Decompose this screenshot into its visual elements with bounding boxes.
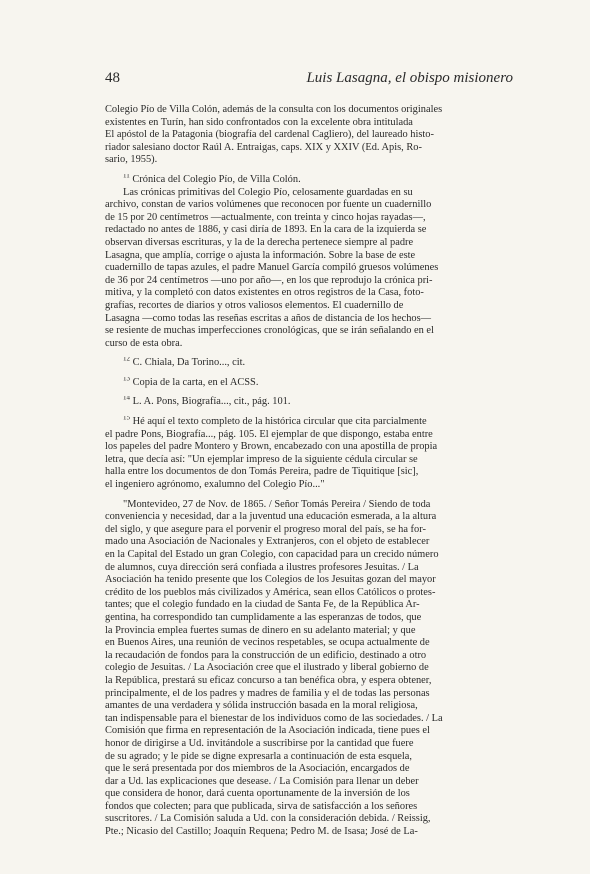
text-line: sario, 1955). <box>105 154 158 166</box>
footnote-12 <box>105 357 518 370</box>
text-line: colegio de Jesuitas. / La Asociación cree que el ilustrado y liberal gobierno de <box>105 662 429 674</box>
text-line: Lasagna —como todas las reseñas escritas a años de distancia de los hechos— <box>105 312 432 324</box>
text-line: honor de dirigirse a Ud. invitándole a suscribirse por la cantidad que fuere <box>105 737 414 749</box>
note-text: C. Chiala, Da Torino..., cit. <box>132 357 246 369</box>
page-number: 48 <box>105 70 120 86</box>
text-line: Lasagna, que amplía, corrige o ajusta la información. Sobre la base de este <box>105 249 416 261</box>
text-line: Asociación ha tenido presente que los Colegios de los Jesuitas gozan del mayor <box>105 574 436 586</box>
text-line: se resiente de muchas imperfecciones cronológicas, que se irán señalando en el <box>105 325 434 337</box>
text-line: letra, que decía así: "Un ejemplar impreso de la siguiente cédula circular se <box>105 453 418 465</box>
text-line: tan indispensable para el bienestar de los individuos como de las sociedades. / La <box>105 712 443 724</box>
text-line <box>105 377 518 390</box>
text-line: crédito de los pueblos más civilizados y América, sean ellos Católicos o protes- <box>105 586 436 598</box>
text-line: la recaudación de fondos para la construcción de un edificio, destinado a otro <box>105 649 427 661</box>
text-line: El apóstol de la Patagonia (biografía del cardenal Cagliero), del laureado histo- <box>105 129 434 141</box>
text-line: en la Capital del Estado un gran Colegio, con capacidad para un crecido número <box>105 549 439 560</box>
text-line: fondos que colecten; para que publicada, sirva de satisfacción a los señores <box>105 800 418 812</box>
footnote-14 <box>105 396 518 409</box>
footnote-11 <box>105 174 518 350</box>
text-line: archivo, constan de varios volúmenes que reconocen por fuente un cuadernillo <box>105 199 432 211</box>
text-line: Las crónicas primitivas del Colegio Pío, celosamente guardadas en su <box>123 186 413 198</box>
text-line: riador salesiano doctor Raúl A. Entraigas, caps. XIX y XXIV (Ed. Apis, Ro- <box>105 141 422 153</box>
note-text: Hé aquí el texto completo de la histórica circular que cita parcialmente <box>132 416 427 428</box>
text-line: Pte.; Nicasio del Castillo; Joaquín Requena; Pedro M. de Isasa; José de La- <box>105 826 418 838</box>
text-line: el padre Pons, Biografía..., pág. 105. El ejemplar de que dispongo, estaba entre <box>105 428 433 440</box>
text-line: Colegio Pío de Villa Colón, además de la consulta con los documentos originales <box>105 104 443 115</box>
text-line <box>105 357 518 370</box>
text-line: el ingeniero agrónomo, exalumno del Colegio Pío..." <box>105 479 325 491</box>
text-line: curso de esta obra. <box>105 337 183 349</box>
quoted-circular <box>105 499 518 839</box>
note-number: 15 <box>123 416 130 422</box>
text-line: la República, prestará su eficaz concurso a tan benéfica obra, y espera obtener, <box>105 674 432 686</box>
text-line: grafías, recortes de diarios y otros valiosos elementos. El cuadernillo de <box>105 299 404 311</box>
text-line: del siglo, y que asegure para el porvenir el progreso moral del país, se ha for- <box>105 523 426 535</box>
text-line: de alumnos, cuya dirección será confiada a ilustres profesores Jesuitas. / La <box>105 561 419 573</box>
paragraph-continuation <box>105 104 518 167</box>
note-number: 12 <box>123 357 130 363</box>
text-line: Comisión que firma en representación de la Asociación indicada, tiene pues el <box>105 725 430 737</box>
text-line: tantes; que el colegio fundado en la ciudad de Santa Fe, de la República Ar- <box>105 599 420 611</box>
text-line: redactado no antes de 1886, y casi diría de 1893. En la cara de la izquierda se <box>105 224 427 236</box>
note-number: 11 <box>123 173 130 180</box>
text-line: halla entre los documentos de don Tomás Pereira, padre de Tiquitique [sic], <box>105 466 419 478</box>
text-line: mitiva, y la completó con datos existentes en otros registros de la Casa, foto- <box>105 287 424 299</box>
text-line <box>105 416 518 429</box>
text-line: suscritores. / La Comisión saluda a Ud. con la consideración debida. / Reissig, <box>105 813 431 825</box>
text-line: "Montevideo, 27 de Nov. de 1865. / Señor Tomás Pereira / Siendo de toda <box>123 498 431 510</box>
text-line <box>105 396 518 409</box>
text-line: amantes de una verdadera y sólida instrucción basada en la moral religiosa, <box>105 700 418 712</box>
body-text <box>105 104 518 839</box>
text-line <box>105 174 518 187</box>
text-line: gentina, ha correspondido tan cumplidamente a las esperanzas de todos, que <box>105 611 422 623</box>
text-line: mado una Asociación de Nacionales y Extranjeros, con el objeto de establecer <box>105 536 430 548</box>
footnote-13 <box>105 377 518 390</box>
text-line: observan diversas escrituras, y la de la derecha pertenece siempre al padre <box>105 236 414 248</box>
text-line: que le será presentada por dos miembros de la Asociación, encargados de <box>105 763 410 775</box>
text-line: los papeles del padre Montero y Brown, encabezado con una apostilla de propia <box>105 441 438 453</box>
note-number: 14 <box>123 396 130 402</box>
text-line: de su agrado; y le pide se digne expresarla a continuación de esta esquela, <box>105 750 412 762</box>
text-line: que considera de honor, dará cuenta oportunamente de la inversión de los <box>105 788 410 800</box>
text-line: de 15 por 20 centímetros —actualmente, con treinta y cinco hojas rayadas—, <box>105 211 426 223</box>
text-line: dar a Ud. las explicaciones que desease. / La Comisión para llenar un deber <box>105 775 419 787</box>
text-line: de 36 por 24 centímetros —uno por año—, en los que reprodujo la crónica pri- <box>105 274 433 286</box>
text-line: en Buenos Aires, una reunión de vecinos respetables, se ocupa actualmente de <box>105 637 430 649</box>
note-number: 13 <box>123 376 130 383</box>
text-line: cuadernillo de tapas azules, el padre Manuel García compiló gruesos volúmenes <box>105 262 439 274</box>
text-line: conveniencia y necesidad, dar a la juventud una educación esmerada, a la altura <box>105 511 437 523</box>
note-heading: Crónica del Colegio Pío, de Villa Colón. <box>132 173 301 185</box>
running-title: Luis Lasagna, el obispo misionero <box>306 70 513 86</box>
note-text: L. A. Pons, Biografía..., cit., pág. 101. <box>132 396 291 408</box>
text-line: principalmente, el de los padres y madres de familia y el de todas las personas <box>105 687 430 699</box>
footnote-15 <box>105 416 518 492</box>
text-line: existentes en Turín, han sido confrontados con la excelente obra intitulada <box>105 116 413 128</box>
note-text: Copia de la carta, en el ACSS. <box>132 376 259 388</box>
text-line: la Provincia emplea fuertes sumas de dinero en su adelanto material; y que <box>105 624 416 636</box>
